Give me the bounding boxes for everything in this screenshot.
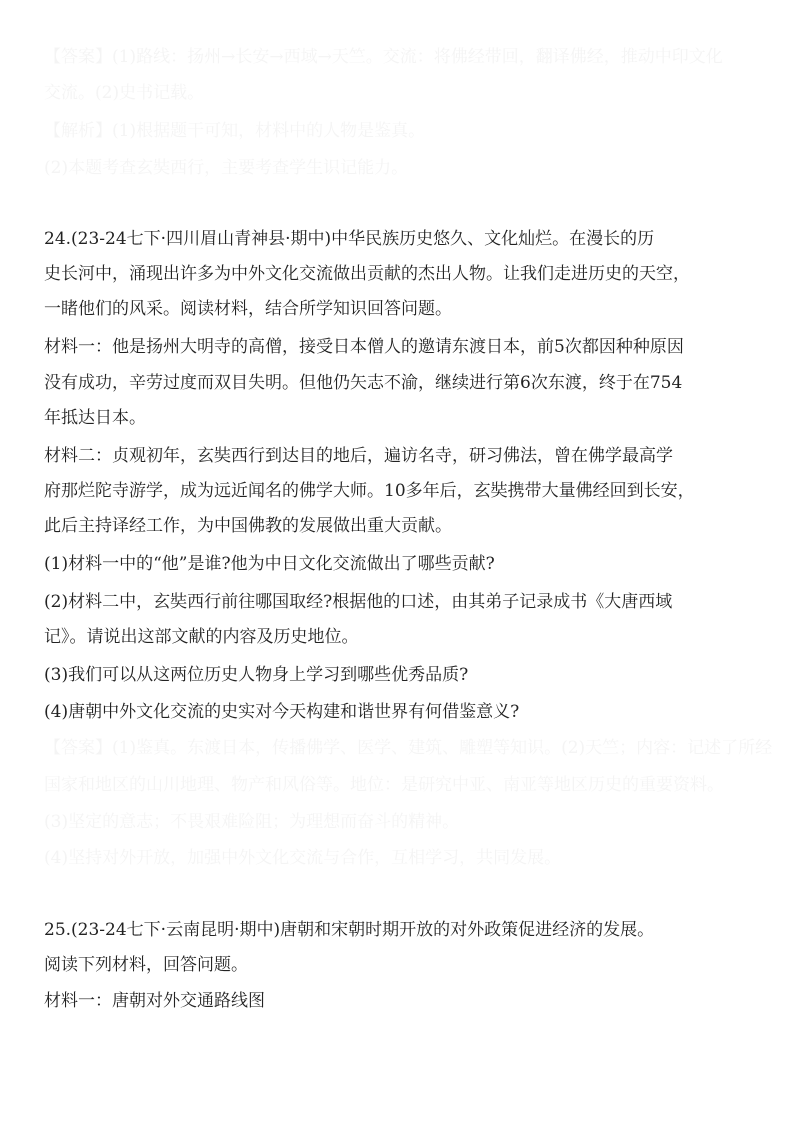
hidden-answer-line: 交流。(2)史书记载。 bbox=[44, 83, 205, 103]
sub-question-1: (1)材料一中的“他”是谁?他为中日文化交流做出了哪些贡献? bbox=[44, 554, 495, 574]
hidden-answer-line: (2)本题考查玄奘西行，主要考查学生识记能力。 bbox=[44, 158, 409, 178]
hidden-answer-line: 【解析】(1)根据题干可知，材料中的人物是鉴真。 bbox=[44, 121, 426, 141]
sub-question-2: 记》。请说出这部文献的内容及历史地位。 bbox=[44, 627, 359, 647]
hidden-answer-line: (4)坚持对外开放，加强中外文化交流与合作，互相学习，共同发展。 bbox=[44, 848, 562, 868]
material-one-line: 材料一：他是扬州大明寺的高僧，接受日本僧人的邀请东渡日本，前5次都因种种原因 bbox=[44, 337, 684, 357]
question-25-line: 25.(23-24七下·云南昆明·期中)唐朝和宋朝时期开放的对外政策促进经济的发展。 bbox=[44, 920, 655, 940]
hidden-answer-line: 【答案】(1)鉴真。东渡日本，传播佛学、医学、建筑、雕塑等知识。(2)天竺；内容：记述了所经 bbox=[44, 738, 773, 758]
material-two-line: 此后主持译经工作，为中国佛教的发展做出重大贡献。 bbox=[44, 516, 452, 536]
hidden-answer-line: (3)坚定的意志；不畏艰难险阻；为理想而奋斗的精神。 bbox=[44, 812, 460, 832]
question-24-line: 一睹他们的风采。阅读材料，结合所学知识回答问题。 bbox=[44, 299, 452, 319]
material-two-line: 材料二：贞观初年，玄奘西行到达目的地后，遍访名寺，研习佛法，曾在佛学最高学 bbox=[44, 446, 673, 466]
material-one-caption: 材料一：唐朝对外交通路线图 bbox=[44, 991, 265, 1011]
question-25-line: 阅读下列材料，回答问题。 bbox=[44, 955, 248, 975]
sub-question-2: (2)材料二中，玄奘西行前往哪国取经?根据他的口述，由其弟子记录成书《大唐西域 bbox=[44, 592, 673, 612]
material-two-line: 府那烂陀寺游学，成为远近闻名的佛学大师。10多年后，玄奘携带大量佛经回到长安， bbox=[44, 481, 695, 501]
sub-question-3: (3)我们可以从这两位历史人物身上学习到哪些优秀品质? bbox=[44, 665, 469, 685]
sub-question-4: (4)唐朝中外文化交流的史实对今天构建和谐世界有何借鉴意义? bbox=[44, 702, 520, 722]
question-24-line: 24.(23-24七下·四川眉山青神县·期中)中华民族历史悠久、文化灿烂。在漫长的历 bbox=[44, 229, 655, 249]
material-one-line: 年抵达日本。 bbox=[44, 408, 146, 428]
hidden-answer-line: 【答案】(1)路线：扬州→长安→西域→天竺。交流：将佛经带回，翻译佛经，推动中印文化 bbox=[44, 47, 723, 67]
material-one-line: 没有成功，辛劳过度而双目失明。但他仍矢志不渝，继续进行第6次东渡，终于在754 bbox=[44, 373, 683, 393]
hidden-answer-line: 国家和地区的山川地理、物产和风俗等。地位：是研究中亚、南亚等地区历史的重要资料。 bbox=[44, 775, 724, 795]
question-24-line: 史长河中，涌现出许多为中外文化交流做出贡献的杰出人物。让我们走进历史的天空， bbox=[44, 264, 690, 284]
